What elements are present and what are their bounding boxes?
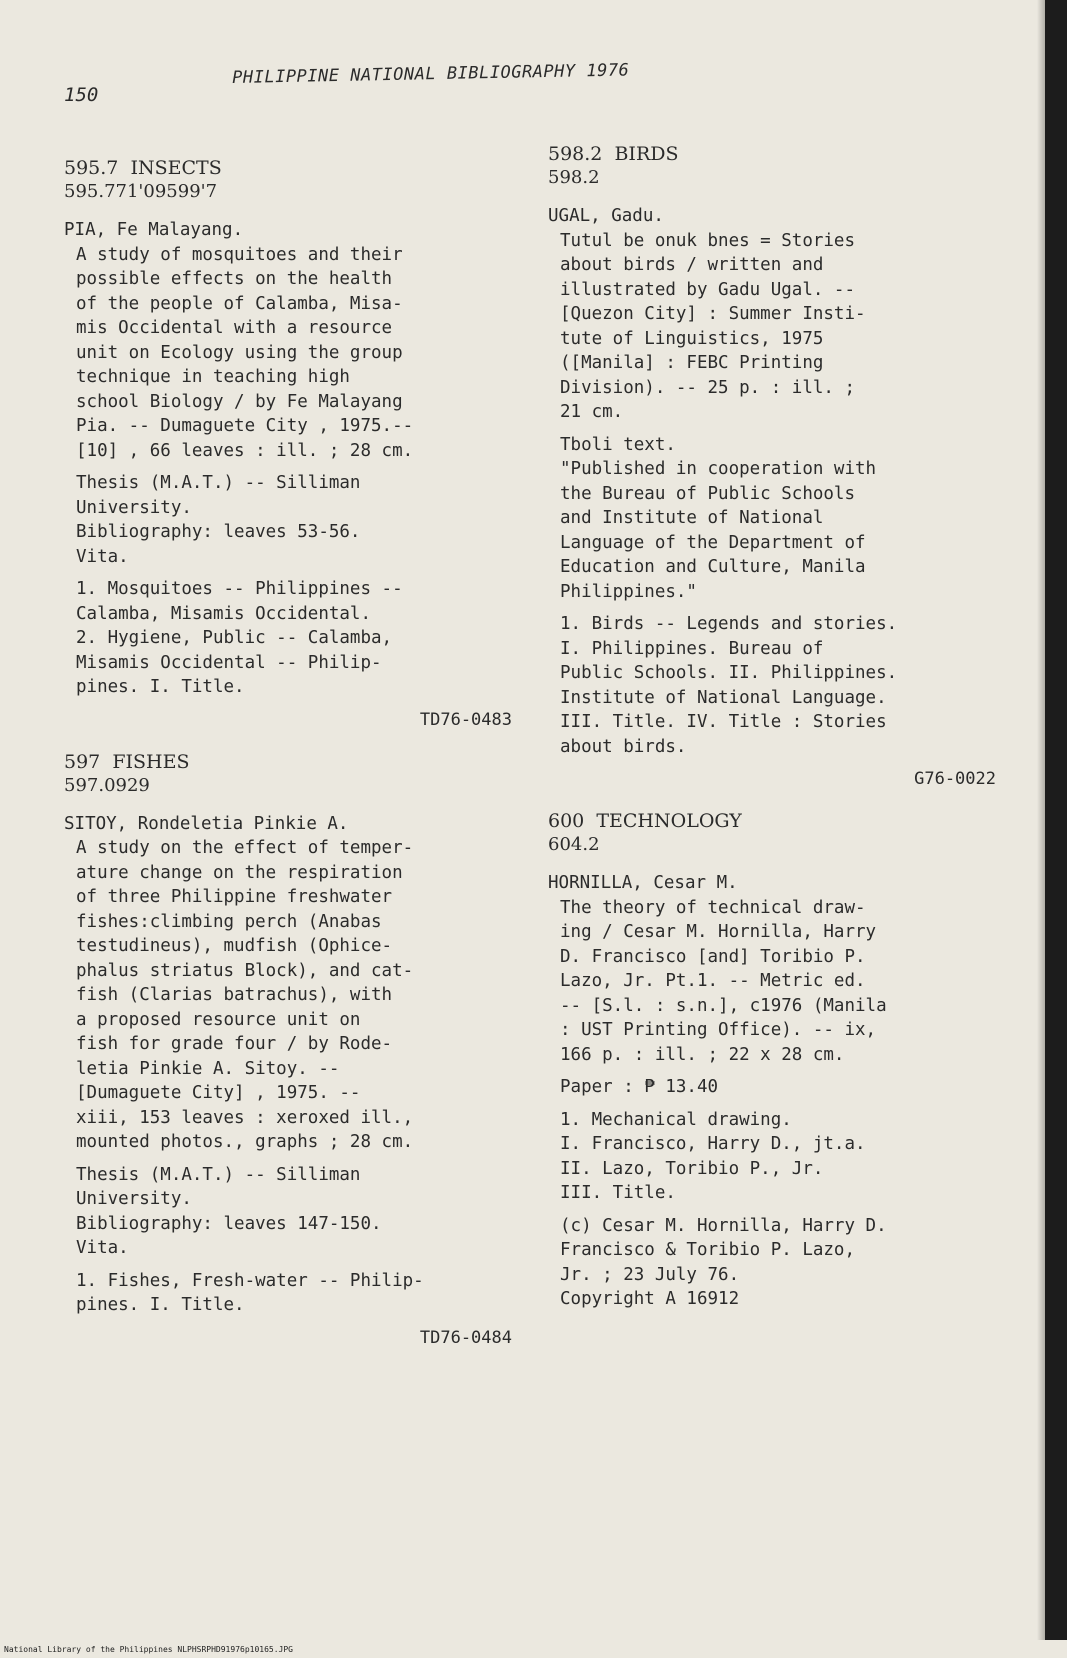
body-line: of the people of Calamba, Misa- xyxy=(76,293,403,314)
body-line: mis Occidental with a resource xyxy=(76,318,393,338)
body-line: ing / Cesar M. Hornilla, Harry xyxy=(560,922,877,942)
body-line: about birds / written and xyxy=(560,255,824,275)
note-line: Philippines." xyxy=(560,581,697,602)
body-line: technique in teaching high xyxy=(76,367,350,387)
note-line: Thesis (M.A.T.) -- Silliman xyxy=(76,1164,361,1185)
note-line: University. xyxy=(76,1189,192,1209)
body-line: The theory of technical draw- xyxy=(560,897,866,918)
note-line: "Published in cooperation with xyxy=(560,459,877,479)
running-title: PHILIPPINE NATIONAL BIBLIOGRAPHY 1976 xyxy=(232,60,630,88)
catalog-entry-hornilla xyxy=(548,871,988,1312)
section-insects xyxy=(64,156,512,732)
subject-line: Institute of National Language. xyxy=(560,687,887,708)
section-heading: 598.2 BIRDS xyxy=(548,143,679,165)
scan-credit: National Library of the Philippines NLPHSRPHD91976p10165.JPG xyxy=(4,1645,293,1654)
body-line: testudineus), mudfish (Ophice- xyxy=(76,936,393,956)
body-line: A study of mosquitoes and their xyxy=(76,244,403,265)
subject-line: 1. Mosquitoes -- Philippines -- xyxy=(76,579,403,599)
subject-line: 1. Fishes, Fresh-water -- Philip- xyxy=(76,1270,424,1291)
control-number: TD76-0484 xyxy=(419,1327,512,1348)
subject-line: I. Francisco, Harry D., jt.a. xyxy=(560,1134,866,1154)
body-line: D. Francisco [and] Toribio P. xyxy=(560,946,866,967)
body-line: possible effects on the health xyxy=(76,269,393,289)
body-line: A study on the effect of temper- xyxy=(76,838,414,858)
catalog-entry-pia xyxy=(64,218,504,700)
body-line: unit on Ecology using the group xyxy=(76,342,403,363)
note-line: Education and Culture, Manila xyxy=(560,557,866,577)
body-line: fish (Clarias batrachus), with xyxy=(76,985,393,1005)
body-line: illustrated by Gadu Ugal. -- xyxy=(560,279,856,300)
class-number: 598.2 xyxy=(548,167,600,188)
price-line: Paper : ₱ 13.40 xyxy=(560,1077,719,1097)
note-line: Thesis (M.A.T.) -- Silliman xyxy=(76,473,361,493)
subject-line: I. Philippines. Bureau of xyxy=(560,638,824,659)
subject-line: Misamis Occidental -- Philip- xyxy=(76,652,382,673)
note-line: Vita. xyxy=(76,546,129,567)
body-line: fishes:climbing perch (Anabas xyxy=(76,911,382,932)
class-number: 595.771'09599'7 xyxy=(64,181,218,202)
main-entry: PIA, Fe Malayang. xyxy=(64,220,244,240)
subject-line: pines. I. Title. xyxy=(76,1295,245,1315)
catalog-entry-ugal xyxy=(548,204,988,759)
body-line: 21 cm. xyxy=(560,402,624,422)
body-line: Division). -- 25 p. : ill. ; xyxy=(560,377,856,398)
body-line: fish for grade four / by Rode- xyxy=(76,1034,393,1054)
body-line: phalus striatus Block), and cat- xyxy=(76,960,414,981)
main-entry: HORNILLA, Cesar M. xyxy=(548,873,738,893)
subject-line: III. Title. IV. Title : Stories xyxy=(560,712,887,732)
note-line: University. xyxy=(76,497,192,518)
body-line: of three Philippine freshwater xyxy=(76,887,393,907)
body-line: Lazo, Jr. Pt.1. -- Metric ed. xyxy=(560,971,866,991)
body-line: [Dumaguete City] , 1975. -- xyxy=(76,1083,361,1103)
control-number: G76-0022 xyxy=(914,769,996,789)
note-line: Tboli text. xyxy=(560,434,676,455)
copyright-line: Jr. ; 23 July 76. xyxy=(560,1264,740,1285)
catalog-entry-sitoy xyxy=(64,812,504,1318)
body-line: [10] , 66 leaves : ill. ; 28 cm. xyxy=(76,440,414,461)
subject-line: 1. Birds -- Legends and stories. xyxy=(560,614,898,634)
class-number: 604.2 xyxy=(548,834,600,855)
page-number: 150 xyxy=(64,84,99,106)
subject-line: Calamba, Misamis Occidental. xyxy=(76,603,372,624)
note-line: Vita. xyxy=(76,1238,129,1258)
control-number: TD76-0483 xyxy=(419,709,512,730)
body-line: mounted photos., graphs ; 28 cm. xyxy=(76,1132,414,1152)
copyright-line: Copyright A 16912 xyxy=(560,1289,740,1309)
subject-line: Public Schools. II. Philippines. xyxy=(560,663,898,683)
section-heading: 600 TECHNOLOGY xyxy=(548,810,742,832)
note-line: Bibliography: leaves 147-150. xyxy=(76,1213,382,1234)
note-line: Language of the Department of xyxy=(560,532,866,553)
body-line: school Biology / by Fe Malayang xyxy=(76,391,403,412)
subject-line: III. Title. xyxy=(560,1183,676,1203)
body-line: tute of Linguistics, 1975 xyxy=(560,328,824,349)
body-line: Tutul be onuk bnes = Stories xyxy=(560,230,856,251)
body-line: : UST Printing Office). -- ix, xyxy=(560,1020,877,1040)
subject-line: II. Lazo, Toribio P., Jr. xyxy=(560,1158,824,1179)
section-heading: 595.7 INSECTS xyxy=(64,157,222,179)
note-line: the Bureau of Public Schools xyxy=(560,483,856,504)
scan-edge xyxy=(1045,0,1067,1640)
class-number: 597.0929 xyxy=(64,774,150,796)
body-line: 166 p. : ill. ; 22 x 28 cm. xyxy=(560,1044,845,1065)
left-column xyxy=(64,156,512,1368)
main-entry: UGAL, Gadu. xyxy=(548,206,664,226)
note-line: Bibliography: leaves 53-56. xyxy=(76,522,361,542)
body-line: xiii, 153 leaves : xeroxed ill., xyxy=(76,1107,414,1128)
body-line: -- [S.l. : s.n.], c1976 (Manila xyxy=(560,995,887,1016)
body-line: ([Manila] : FEBC Printing xyxy=(560,353,824,373)
body-line: Pia. -- Dumaguete City , 1975.-- xyxy=(76,416,414,436)
subject-line: 1. Mechanical drawing. xyxy=(560,1109,792,1130)
right-column xyxy=(548,142,996,1320)
section-birds xyxy=(548,142,996,791)
note-line: and Institute of National xyxy=(560,508,824,528)
copyright-line: (c) Cesar M. Hornilla, Harry D. xyxy=(560,1215,887,1236)
body-line: letia Pinkie A. Sitoy. -- xyxy=(76,1058,340,1079)
subject-line: 2. Hygiene, Public -- Calamba, xyxy=(76,628,393,648)
section-technology xyxy=(548,809,988,1312)
subject-line: about birds. xyxy=(560,736,687,757)
main-entry: SITOY, Rondeletia Pinkie A. xyxy=(64,813,349,834)
section-heading: 597 FISHES xyxy=(64,750,190,773)
section-fishes xyxy=(64,750,512,1350)
body-line: a proposed resource unit on xyxy=(76,1009,361,1030)
subject-line: pines. I. Title. xyxy=(76,677,245,697)
copyright-line: Francisco & Toribio P. Lazo, xyxy=(560,1240,856,1260)
body-line: ature change on the respiration xyxy=(76,862,403,883)
body-line: [Quezon City] : Summer Insti- xyxy=(560,304,866,324)
